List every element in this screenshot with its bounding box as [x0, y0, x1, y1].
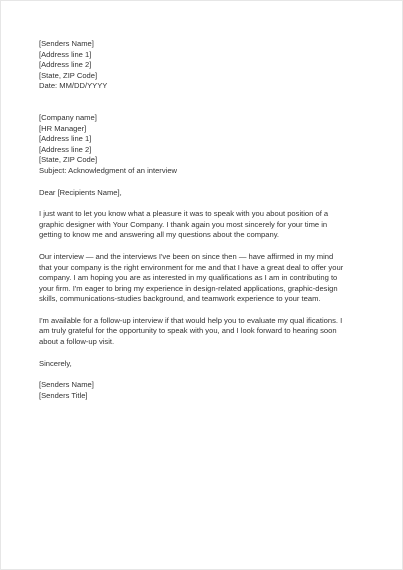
paragraph-line: I'm available for a follow-up interview if that would help you to evaluate my qual ifications. I: [39, 315, 343, 325]
recipient-address-block: [39, 113, 369, 177]
paragraph-line: getting to know me and answering all my questions about the company.: [39, 230, 280, 240]
paragraph-line: I just want to let you know what a pleasure it was to speak with you about position of a: [39, 209, 329, 219]
salutation: [39, 188, 369, 199]
paragraph-3: [39, 316, 369, 348]
paragraph-2: [39, 252, 369, 305]
recipient-manager: [HR Manager]: [39, 123, 87, 133]
signature-name: [Senders Name]: [39, 380, 94, 390]
recipient-address-line-1: [Address line 1]: [39, 134, 92, 144]
paragraph-line: skills, communications-studies background, and teamwork experience to your team.: [39, 294, 321, 304]
salutation-text: Dear [Recipients Name],: [39, 187, 122, 197]
signature-block: [39, 380, 369, 401]
sender-name: [Senders Name]: [39, 39, 94, 48]
sender-address-block: [39, 39, 369, 92]
paragraph-line: your firm. I'm eager to bring my experience in design-related applications, graphic-design: [39, 283, 338, 293]
paragraph-1: [39, 209, 369, 241]
closing-text: Sincerely,: [39, 358, 72, 368]
paragraph-line: about a follow-up visit.: [39, 337, 115, 347]
recipient-address-line-2: [Address line 2]: [39, 144, 92, 154]
paragraph-line: graphic designer with Your Company. I thank again you most sincerely for your time in: [39, 219, 328, 229]
paragraph-line: am truly grateful for the opportunity to speak with you, and I look forward to hearing soon: [39, 326, 337, 336]
recipient-state-zip: [State, ZIP Code]: [39, 155, 98, 165]
paragraph-line: Our interview — and the interviews I've been on since then — have affirmed in my mind: [39, 251, 334, 261]
sender-address-line-2: [Address line 2]: [39, 60, 92, 70]
paragraph-line: that your company is the right environment for me and that I have a great deal to offer your: [39, 262, 344, 272]
signature-title: [Senders Title]: [39, 390, 88, 400]
sender-address-line-1: [Address line 1]: [39, 49, 92, 59]
closing: [39, 359, 369, 370]
paragraph-line: company. I am hoping you are as interested in my qualifications as I am in contributing to: [39, 273, 338, 283]
letter-date: Date: MM/DD/YYYY: [39, 81, 108, 91]
letter-body: [39, 39, 369, 401]
recipient-company: [Company name]: [39, 112, 97, 122]
sender-state-zip: [State, ZIP Code]: [39, 70, 98, 80]
letter-subject: Subject: Acknowledgment of an interview: [39, 165, 178, 175]
